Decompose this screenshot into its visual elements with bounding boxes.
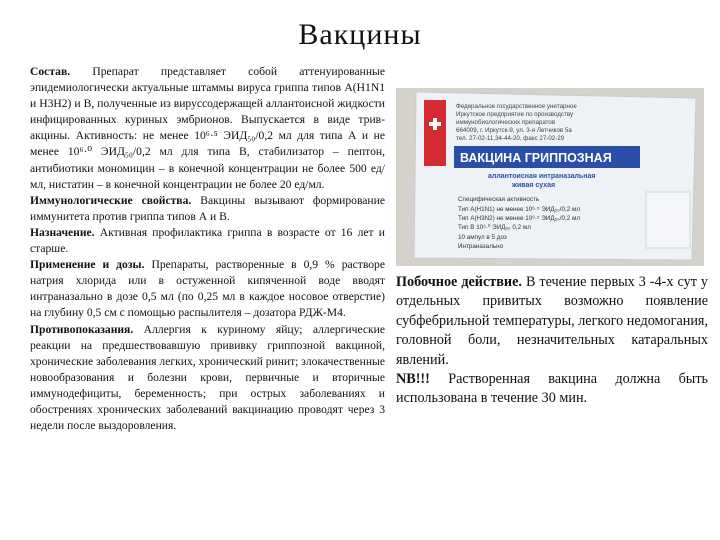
note-paragraph — [396, 370, 708, 409]
note-label: NB!!! — [396, 371, 430, 388]
composition-text: Препарат представляет собой аттенуированные эпидемиологически актуальные штаммы вируса гриппа типов А(H1N1 и H3H2) и В, полученные из вируссодержащей аллантоисной жидкости инфицированных куриных эмбрионов. Выпускается в виде тривакцины. Активность: не менее 10⁶·⁵ ЭИД₅₀/0,2 мл для типа А и не менее 10⁶·⁰ ЭИД₅₀/0,2 мл для типа В, стабилизатор – пептон, антибиотики мономицин – в конечной концентрации не более 500 ед/мл, нистатин – в конечной концентрации не более 20 ед/мл. — [30, 65, 385, 191]
package-info-line-1: Специфическая активность — [458, 196, 540, 203]
page-title: Вакцины — [298, 18, 422, 51]
package-subtitle-2: живая сухая — [512, 182, 556, 189]
composition-paragraph — [30, 64, 385, 193]
contraindications-paragraph — [30, 322, 385, 435]
package-header-line-1: Федеральное государственное унитарное — [456, 103, 577, 110]
package-info-line-6: Интраназально — [458, 243, 504, 250]
package-header-line-2: Иркутское предприятие по производству — [456, 111, 574, 118]
vaccine-package-photo — [396, 88, 704, 266]
composition-label: Состав. — [30, 65, 71, 78]
note-text: Растворенная вакцина должна быть использована в течение 30 мин. — [396, 371, 709, 407]
package-header-line-4: 664009, г. Иркутск-9, ул. 3-я Летчиков 5а — [456, 127, 572, 134]
purpose-paragraph — [30, 225, 385, 257]
right-text-column — [396, 273, 708, 409]
package-info-line-3: Тип А(H3N2) не менее 10⁶·⁵ ЭИД₅₀/0,2 мл — [458, 215, 581, 222]
package-info-line-5: 10 ампул в 5 доз — [458, 234, 507, 241]
vaccine-box-illustration — [396, 88, 704, 266]
package-header-line-3: иммунобиологических препаратов — [456, 119, 556, 126]
dosage-label: Применение и дозы. — [30, 258, 145, 272]
side-effects-text: В течение первых 3 -4-х сут у отдельных привитых возможно появление субфебрильной температуры, легкого недомогания, головной боли, незначительных катаральных явлений. — [396, 274, 708, 368]
immunology-label: Иммунологические свойства. — [30, 193, 192, 207]
dosage-paragraph — [30, 257, 385, 321]
red-cross-stripe — [424, 100, 446, 166]
package-subtitle: аллантоисная интраназальная — [488, 173, 596, 180]
immunology-text: Вакцины вызывают формирование иммунитета против гриппа типов А и В. — [30, 193, 385, 223]
package-info-line-4: Тип В 10⁶·⁰ ЭИД₅₀ 0,2 мл — [458, 224, 531, 231]
side-effects-label: Побочное действие. — [396, 274, 522, 290]
contraindications-label: Противопоказания. — [30, 322, 134, 336]
side-effects-paragraph — [396, 273, 708, 370]
contraindications-text: Аллергия к куриному яйцу; аллергические реакции на предшествовавшую прививку гриппозной вакциной, хронические заболевания легких, хронический ринит; злокачественные новообразования и болезни крови, первичные и вторичные иммунодефициты, беременность; при острых заболеваниях и обострениях хронических заболеваний вакцинацию проводят через 3 недели после выздоровления. — [30, 322, 386, 433]
left-text-column — [30, 64, 385, 434]
package-name: ВАКЦИНА ГРИППОЗНАЯ — [460, 151, 612, 165]
purpose-text: Активная профилактика гриппа в возрасте от 16 лет и старше. — [30, 225, 385, 256]
package-header-line-5: тел. 27-02-11,34-44-20, факс 27-02-29 — [456, 135, 565, 142]
immunology-paragraph — [30, 193, 385, 225]
package-info-line-2: Тип А(H1N1) не менее 10⁶·⁵ ЭИД₅₀/0,2 мл — [458, 206, 581, 213]
purpose-label: Назначение. — [30, 225, 95, 239]
dosage-text: Препараты, растворенные в 0,9 % растворе натрия хлорида или в остуженной кипяченной воде вводят интраназально в дозе 0,5 мл (по 0,25 мл в каждое носовое отверстие) на глубину 0,5 см с помощью распылителя – дозатора РДЖ-М4. — [30, 258, 385, 320]
